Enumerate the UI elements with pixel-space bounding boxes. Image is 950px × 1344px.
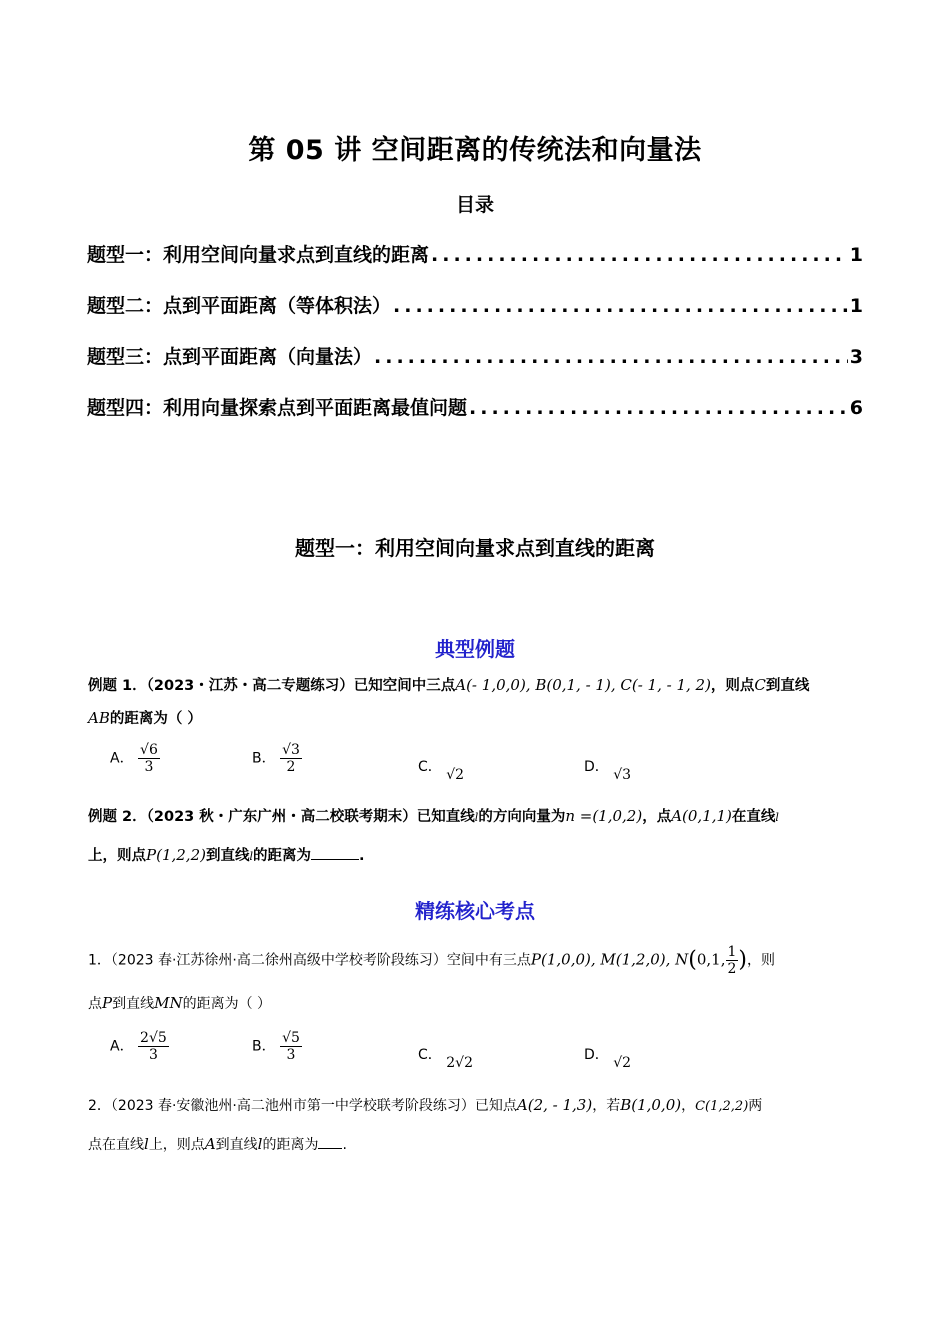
example-1-line-1 [88, 674, 863, 697]
toc-item-page: 1 [849, 295, 863, 317]
ex1-option-a[interactable] [110, 742, 160, 775]
ex1-suffix: 到直线 [765, 678, 810, 694]
toc-item[interactable] [87, 291, 863, 321]
option-value: √2 [613, 1055, 632, 1071]
p2-text: 两 [748, 1098, 763, 1114]
practice-heading: 精练核心考点 [415, 899, 535, 923]
toc-leader [431, 244, 848, 266]
option-label: D． [584, 1047, 609, 1063]
p1-text: 到直线 [112, 996, 155, 1012]
toc-heading: 目录 [455, 194, 494, 216]
option-label: B． [252, 1038, 276, 1055]
example-2-line-1 [88, 805, 863, 829]
p1-line-mn: MN [154, 994, 183, 1012]
fraction-numerator: 2√5 [140, 1030, 167, 1046]
toc-item-label: 题型四：利用向量探索点到平面距离最值问题 [87, 397, 468, 419]
p2-text: 上，则点 [148, 1137, 205, 1153]
toc-leader [374, 346, 848, 368]
ex2-end: . [359, 848, 365, 864]
ex1-point-c: C [754, 676, 766, 694]
toc-item-label: 题型二：点到平面距离（等体积法） [87, 295, 392, 317]
ex1-option-b[interactable] [252, 742, 302, 775]
option-label: B． [252, 750, 276, 767]
ex1-points: A(- 1,0,0), B(0,1, - 1), C(- 1, - 1, 2) [455, 676, 711, 694]
p1-paren-left: ( [688, 947, 697, 973]
ex2-line-l: l [474, 811, 479, 824]
fraction-denominator: 2 [727, 961, 737, 977]
fraction-numerator: 1 [727, 944, 737, 960]
fraction [138, 1030, 169, 1063]
fraction-denominator: 2 [286, 759, 296, 775]
p1-n-coords: 0,1, [696, 950, 726, 969]
p2-text: 的距离为 [262, 1137, 319, 1153]
fraction-numerator: √3 [282, 742, 300, 758]
fraction [138, 742, 160, 775]
p1-option-d[interactable] [584, 1044, 632, 1071]
toc-item[interactable] [87, 240, 863, 270]
ex2-point-p: P(1,2,2) [146, 846, 206, 864]
fraction-denominator: 3 [148, 1047, 158, 1063]
p2-text: ，若 [592, 1098, 621, 1114]
p1-option-c[interactable] [418, 1044, 473, 1071]
p1-point-p: P [102, 994, 113, 1012]
fraction-denominator: 3 [144, 759, 154, 775]
answer-blank[interactable] [311, 859, 359, 860]
problem-1-line-2 [88, 992, 863, 1015]
toc-item-label: 题型一：利用空间向量求点到直线的距离 [87, 244, 430, 266]
fraction [280, 742, 302, 775]
example-1-line-2 [88, 707, 863, 730]
ex2-text: 到直线 [205, 848, 250, 864]
ex1-prefix: 例题 1．（2023・江苏・高二专题练习）已知空间中三点 [88, 678, 456, 694]
option-label: A． [110, 750, 134, 767]
fraction [280, 1030, 302, 1063]
section-title: 题型一：利用空间向量求点到直线的距离 [295, 536, 655, 560]
p2-line-l: l [257, 1135, 263, 1153]
answer-blank[interactable] [318, 1148, 342, 1149]
problem-1-line-1 [88, 944, 863, 977]
fraction-numerator: √5 [282, 1030, 300, 1046]
option-label: C． [418, 759, 442, 775]
problem-2-line-2 [88, 1133, 863, 1156]
p1-option-b[interactable] [252, 1030, 302, 1063]
typical-examples-heading: 典型例题 [435, 637, 515, 661]
option-label: D． [584, 759, 609, 775]
p1-prefix: 1．（2023 春·江苏徐州·高二徐州高级中学校考阶段练习）空间中有三点 [88, 952, 531, 969]
ex2-text: 的方向向量为 [478, 809, 566, 825]
toc-item-page: 3 [849, 346, 863, 368]
ex2-point-a: A(0,1,1) [671, 807, 732, 825]
p2-point-a-label: A [204, 1135, 216, 1153]
toc-item-label: 题型三：点到平面距离（向量法） [87, 346, 373, 368]
p1-paren-right: ) [738, 947, 748, 973]
ex2-text: 在直线 [731, 809, 776, 825]
p1-text: 的距离为（ ） [182, 996, 272, 1012]
toc-leader [469, 397, 848, 419]
p2-end: . [342, 1137, 347, 1153]
p2-line-l: l [144, 1135, 149, 1153]
ex1-option-c[interactable] [418, 756, 465, 783]
toc-item-page: 6 [849, 397, 863, 419]
ex2-vector-n: n =(1,0,2) [565, 807, 643, 825]
p2-text: 点在直线 [88, 1137, 144, 1153]
toc-item-page: 1 [849, 244, 863, 266]
option-label: A． [110, 1038, 134, 1055]
option-label: C． [418, 1047, 442, 1063]
p2-text: 到直线 [215, 1137, 258, 1153]
option-value: √3 [613, 767, 632, 783]
ex1-mid: ，则点 [710, 678, 755, 694]
ex2-text: ，点 [642, 809, 672, 825]
ex1-option-d[interactable] [584, 756, 632, 783]
p1-text: 点 [88, 996, 102, 1012]
ex2-text: 的距离为 [253, 848, 311, 864]
ex2-prefix: 例题 2．（2023 秋・广东广州・高二校联考期末）已知直线 [88, 809, 475, 825]
option-value: √2 [446, 767, 465, 783]
fraction-denominator: 3 [286, 1047, 296, 1063]
option-value: 2√2 [446, 1055, 473, 1071]
fraction [726, 944, 739, 977]
problem-2-line-1 [88, 1094, 863, 1118]
toc-item[interactable] [87, 393, 863, 423]
toc-leader [393, 295, 848, 317]
p2-point-b: B(1,0,0) [620, 1096, 682, 1114]
ex1-line-ab: AB [88, 709, 110, 727]
toc-item[interactable] [87, 342, 863, 372]
p1-points: P(1,0,0), M(1,2,0), N [530, 950, 689, 969]
ex2-line-l: l [775, 811, 779, 824]
p2-point-a: A(2, - 1,3) [516, 1096, 593, 1114]
ex2-text: 上，则点 [88, 848, 146, 864]
p2-point-c: C(1,2,2) [695, 1099, 749, 1114]
ex1-line2-suffix: 的距离为（ ） [109, 711, 202, 727]
p1-suffix: ，则 [747, 952, 776, 969]
p2-prefix: 2．（2023 春·安徽池州·高二池州市第一中学校联考阶段练习）已知点 [88, 1098, 517, 1114]
page-title: 第 05 讲 空间距离的传统法和向量法 [248, 135, 702, 166]
ex2-line-l: l [249, 850, 253, 863]
p2-text: ， [681, 1098, 696, 1114]
example-2-line-2 [88, 844, 863, 868]
p1-option-a[interactable] [110, 1030, 169, 1063]
fraction-numerator: √6 [140, 742, 158, 758]
